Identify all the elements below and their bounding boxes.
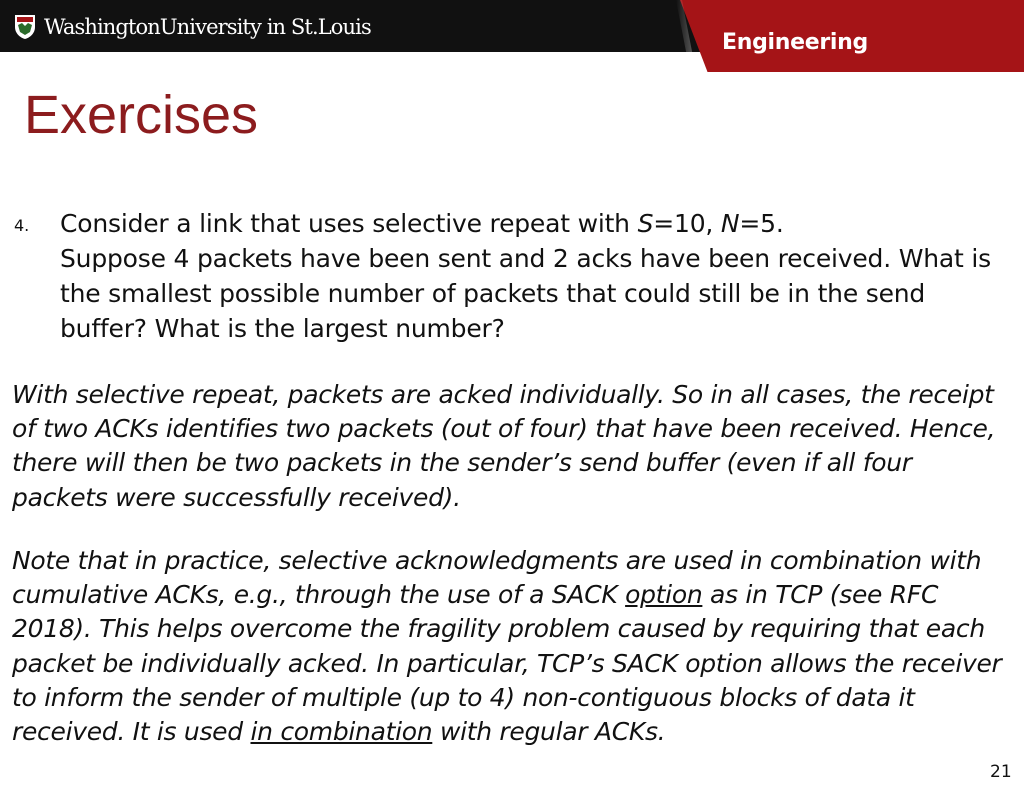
question-text-part: Suppose 4 packets have been sent and 2 acks have been received. What is the smallest possible number of packets that could still be in the send buffer? What is the largest number? [60, 244, 991, 343]
question-number: 4. [14, 216, 30, 235]
option-link[interactable]: option [625, 580, 703, 610]
answer-paragraph-1: With selective repeat, packets are acked individually. So in all cases, the receipt of two ACKs identifies two packets (out of four) that have been received. Hence, there will then be two packets in the sender’s send buffer (even if all four packets were successfully received). [12, 380, 996, 512]
question-text-part: =10, [653, 209, 721, 238]
answer-text-part: as in TCP (see RFC 2018). This helps overcome the fragility problem caused by requiring that each packet be individually acked. In particular, TCP’s SACK option allows the receiver to inform the sender of multiple (up to 4) non-contiguous blocks of data it received. It is used [12, 580, 1002, 747]
exercise-question [14, 206, 1004, 346]
question-text-part: Consider a link that uses selective repeat with [60, 209, 638, 238]
university-logo [14, 13, 371, 41]
slide-title: Exercises [24, 85, 259, 145]
school-label: Engineering [722, 30, 868, 55]
in-combination-link[interactable]: in combination [250, 717, 433, 747]
question-text-part: =5. [739, 209, 784, 238]
university-shield-icon [14, 14, 36, 40]
variable-s: S [637, 209, 654, 238]
answer-text-part: with regular ACKs. [432, 717, 666, 747]
question-text [60, 206, 1004, 346]
answer-text-part: Note that in practice, selective acknowledgments are used in combination with cumulative ACKs, e.g., through the use of a SACK [12, 546, 982, 610]
page-number: 21 [990, 762, 1012, 782]
answer-paragraph-2 [12, 544, 1012, 749]
variable-n: N [720, 209, 740, 238]
university-name: WashingtonUniversity in St.Louis [44, 15, 371, 39]
